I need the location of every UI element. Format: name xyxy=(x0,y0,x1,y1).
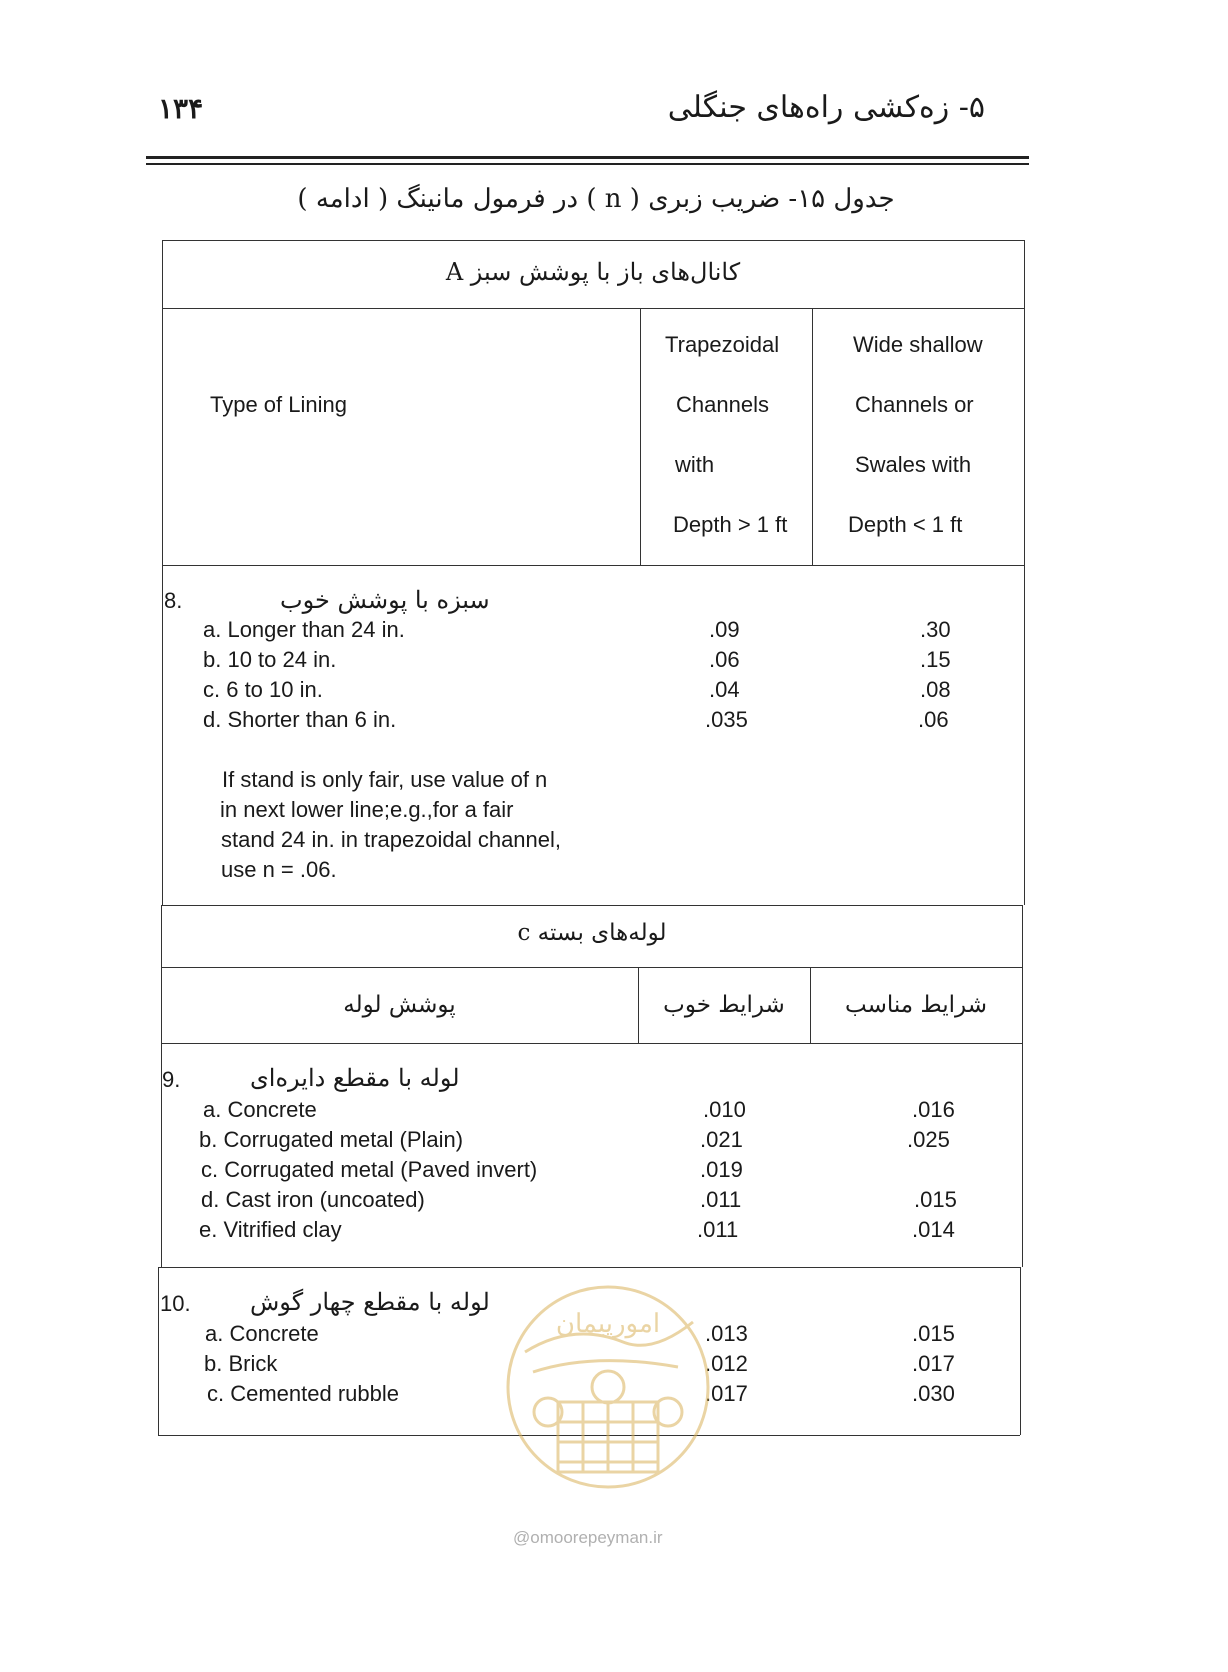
page-number: ۱۳۴ xyxy=(158,92,204,125)
watermark-logo xyxy=(503,1282,713,1492)
header-rule-thin xyxy=(146,163,1029,165)
col-header-type-of-lining: Type of Lining xyxy=(210,392,347,417)
col-header-pipe-lining: پوشش لوله xyxy=(343,992,456,1018)
col-header-good-condition: شرایط خوب xyxy=(663,992,785,1018)
section-c-title: c لوله‌های بسته xyxy=(517,920,667,946)
group-10-number: 10. xyxy=(160,1291,191,1316)
group-9-title: لوله با مقطع دایره‌ای xyxy=(250,1064,460,1092)
group-10-title: لوله با مقطع چهار گوش xyxy=(250,1288,490,1316)
chapter-title: ۵- زه‌کشی راه‌های جنگلی xyxy=(667,90,985,125)
header-rule-thick xyxy=(146,156,1029,159)
group-8-number: 8. xyxy=(164,588,183,613)
watermark-url: @omoorepeyman.ir xyxy=(513,1528,663,1547)
section-a-title: A کانال‌های باز با پوشش سبز xyxy=(445,258,741,286)
col-header-fair-condition: شرایط مناسب xyxy=(844,992,988,1018)
svg-text:امورپیمان: امورپیمان xyxy=(555,1309,661,1339)
group-8-title: سبزه با پوشش خوب xyxy=(280,586,490,614)
table-caption: جدول ۱۵- ضریب زبری ( n ) در فرمول مانینگ ( ادامه ) xyxy=(297,184,895,214)
group-9-number: 9. xyxy=(162,1067,181,1092)
